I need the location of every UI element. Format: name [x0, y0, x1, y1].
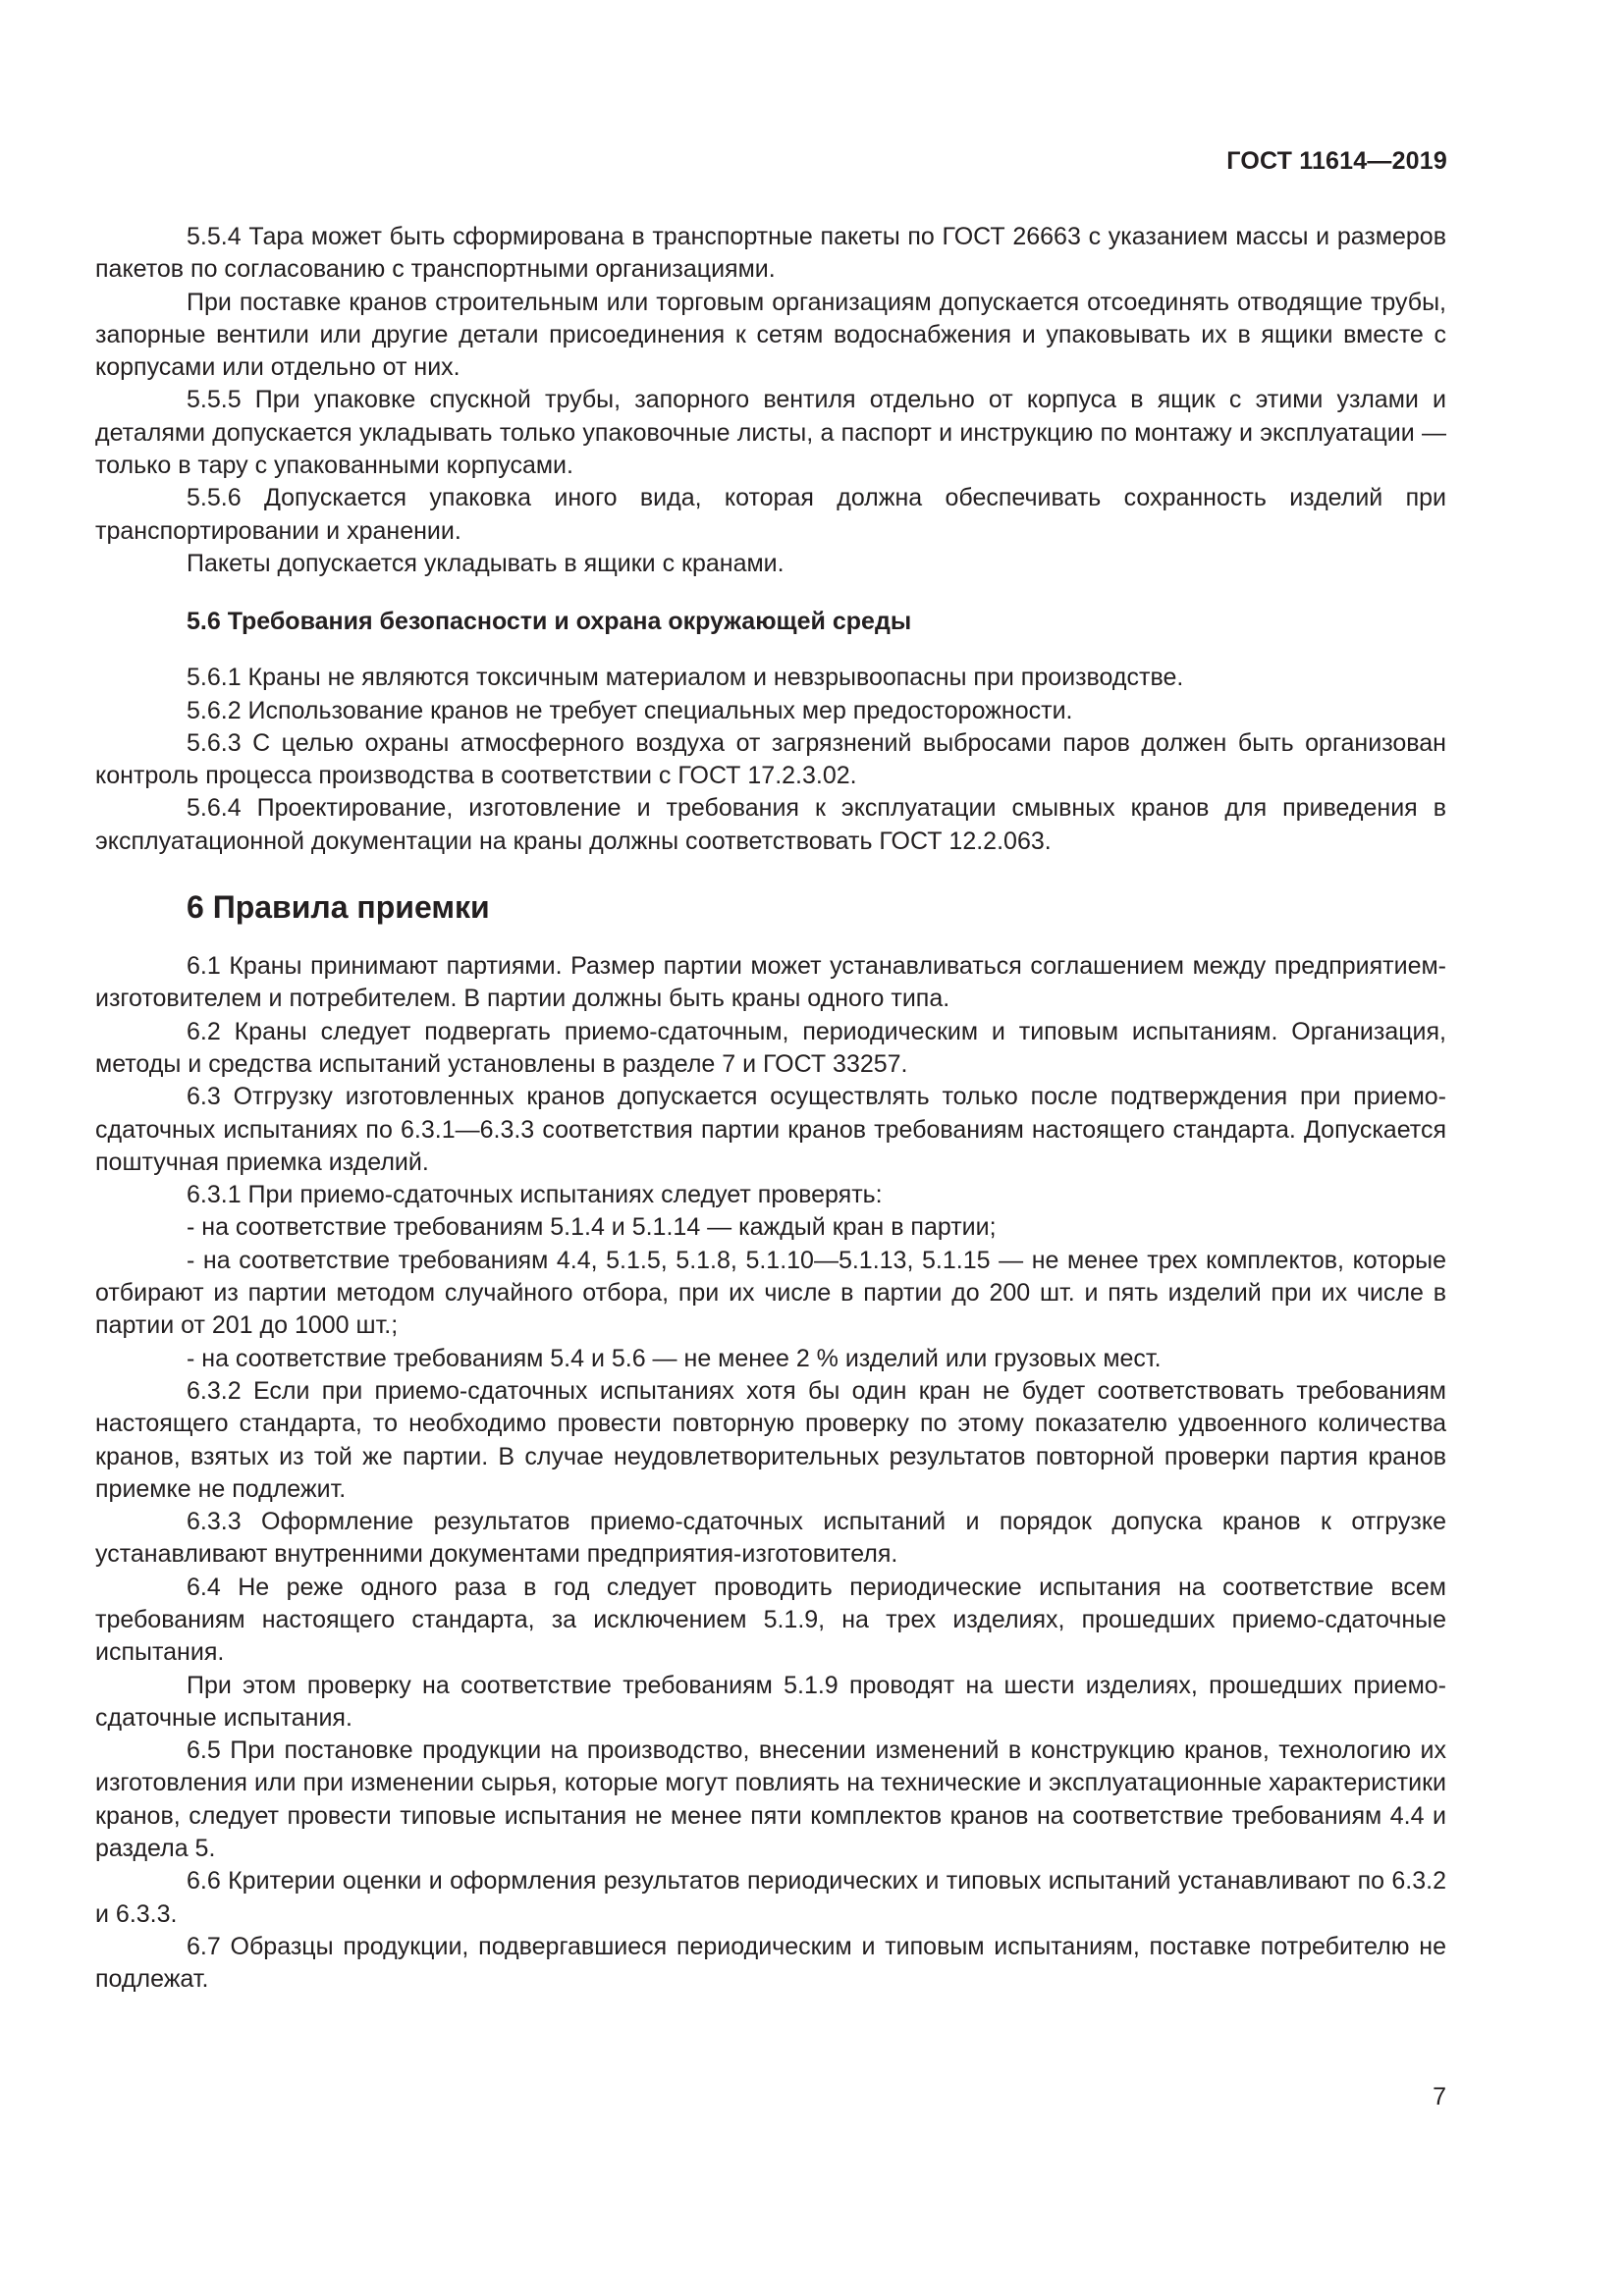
paragraph: 6.1 Краны принимают партиями. Размер партии может устанавливаться соглашением между предприятием-изготовителем и потребителем. В партии должны быть краны одного типа. — [95, 952, 1446, 1013]
paragraph: 5.5.4 Тара может быть сформирована в транспортные пакеты по ГОСТ 26663 с указанием массы и размеров пакетов по согласованию с транспортными организациями. — [95, 223, 1446, 284]
paragraph: 6.3 Отгрузку изготовленных кранов допускается осуществлять только после подтверждения при приемо-сдаточных испытаниях по 6.3.1—6.3.3 соответствия партии кранов требованиям настоящего стандарта. Допускается поштучная приемка изделий. — [95, 1083, 1446, 1176]
page-number: 7 — [1433, 2083, 1446, 2110]
document-body — [95, 221, 1446, 1997]
paragraph: 5.6.1 Краны не являются токсичным материалом и невзрывоопасны при производстве. — [187, 664, 1184, 692]
paragraph: 5.5.5 При упаковке спускной трубы, запорного вентиля отдельно от корпуса в ящик с этими узлами и деталями допускается укладывать только упаковочные листы, а паспорт и инструкцию по монтажу и эксплуатации — только в тару с упакованными корпусами. — [95, 386, 1446, 480]
section-heading-5-6: 5.6 Требования безопасности и охрана окружающей среды — [187, 608, 912, 636]
paragraph: 5.6.4 Проектирование, изготовление и требования к эксплуатации смывных кранов для приведения в эксплуатационной документации на краны должны соответствовать ГОСТ 12.2.063. — [95, 794, 1446, 855]
list-item: - на соответствие требованиям 5.4 и 5.6 — не менее 2 % изделий или грузовых мест. — [187, 1344, 1162, 1372]
paragraph: Пакеты допускается укладывать в ящики с кранами. — [187, 549, 785, 577]
paragraph: 6.4 Не реже одного раза в год следует проводить периодические испытания на соответствие всем требованиям настоящего стандарта, за исключением 5.1.9, на трех изделиях, прошедших приемо-сдаточные испытания. — [95, 1573, 1446, 1667]
paragraph: 5.5.6 Допускается упаковка иного вида, которая должна обеспечивать сохранность изделий при транспортировании и хранении. — [95, 484, 1446, 545]
paragraph: 6.3.2 Если при приемо-сдаточных испытаниях хотя бы один кран не будет соответствовать требованиям настоящего стандарта, то необходимо провести повторную проверку по этому показателю удвоенного количества кранов, взятых из той же партии. В случае неудовлетворительных результатов повторной проверки партия кранов приемке не подлежит. — [95, 1376, 1446, 1503]
paragraph: 6.5 При постановке продукции на производство, внесении изменений в конструкцию кранов, технологию их изготовления или при изменении сырья, которые могут повлиять на технические и эксплуатационные характеристики кранов, следует провести типовые испытания не менее пяти комплектов кранов на соответствие требованиям 4.4 и раздела 5. — [95, 1736, 1446, 1863]
paragraph: При поставке кранов строительным или торговым организациям допускается отсоединять отводящие трубы, запорные вентили или другие детали присоединения к сетям водоснабжения и упаковывать их в ящики вместе с корпусами или отдельно от них. — [95, 288, 1446, 382]
list-item: - на соответствие требованиям 4.4, 5.1.5, 5.1.8, 5.1.10—5.1.13, 5.1.15 — не менее трех комплектов, которые отбирают из партии методом случайного отбора, при их числе в партии до 200 шт. и пять изделий при их числе в партии от 201 до 1000 шт.; — [95, 1246, 1446, 1340]
paragraph: При этом проверку на соответствие требованиям 5.1.9 проводят на шести изделиях, прошедших приемо-сдаточные испытания. — [95, 1671, 1446, 1732]
paragraph: 6.3.1 При приемо-сдаточных испытаниях следует проверять: — [187, 1181, 883, 1209]
paragraph: 5.6.2 Использование кранов не требует специальных мер предосторожности. — [187, 696, 1073, 724]
paragraph: 5.6.3 С целью охраны атмосферного воздуха от загрязнений выбросами паров должен быть организован контроль процесса производства в соответствии с ГОСТ 17.2.3.02. — [95, 728, 1446, 790]
paragraph: 6.6 Критерии оценки и оформления результатов периодических и типовых испытаний устанавливают по 6.3.2 и 6.3.3. — [95, 1867, 1446, 1928]
paragraph: 6.7 Образцы продукции, подвергавшиеся периодическим и типовым испытаниям, поставке потребителю не подлежат. — [95, 1932, 1446, 1994]
document-header: ГОСТ 11614—2019 — [1226, 147, 1447, 175]
paragraph: 6.3.3 Оформление результатов приемо-сдаточных испытаний и порядок допуска кранов к отгрузке устанавливают внутренними документами предприятия-изготовителя. — [95, 1508, 1446, 1569]
section-heading-6: 6 Правила приемки — [187, 889, 490, 926]
list-item: - на соответствие требованиям 5.1.4 и 5.1.14 — каждый кран в партии; — [187, 1213, 997, 1242]
paragraph: 6.2 Краны следует подвергать приемо-сдаточным, периодическим и типовым испытаниям. Организация, методы и средства испытаний установлены в разделе 7 и ГОСТ 33257. — [95, 1017, 1446, 1078]
